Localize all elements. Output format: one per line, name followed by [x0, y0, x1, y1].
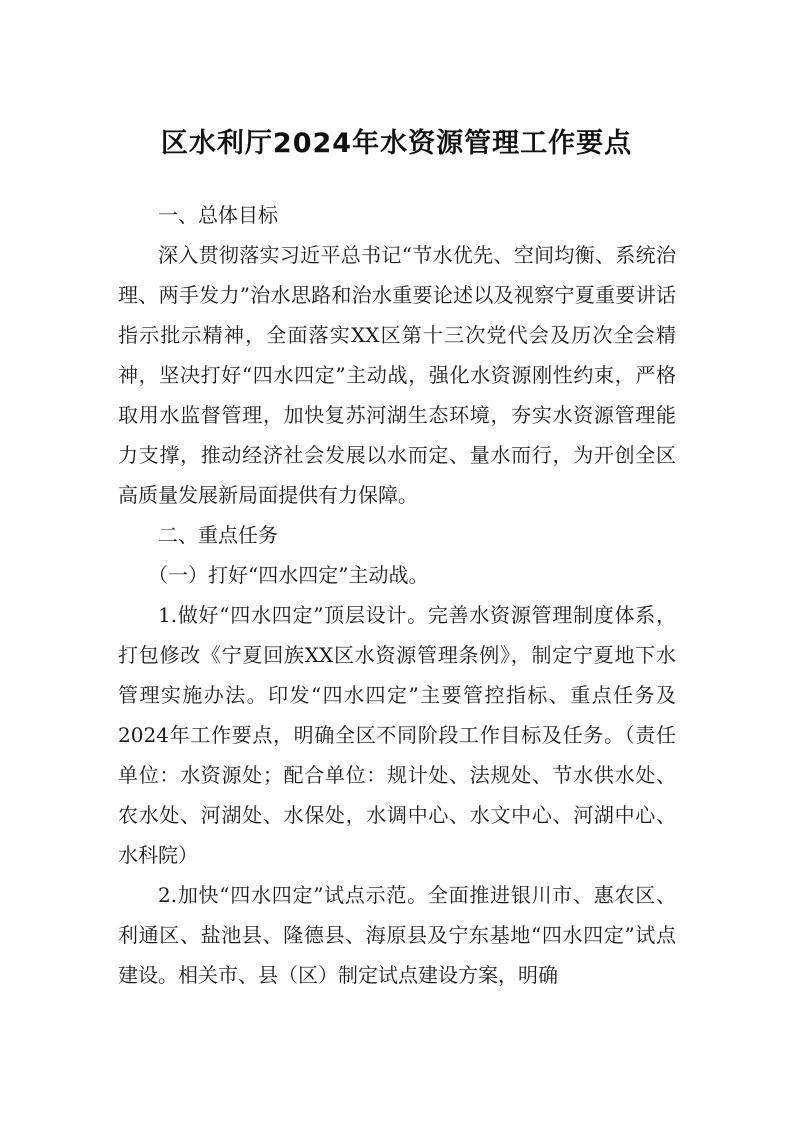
section-heading-key-tasks: 二、重点任务 [158, 523, 278, 547]
document-title: 区水利厅2024年水资源管理工作要点 [160, 128, 633, 159]
subsection-heading-1: （一）打好“四水四定”主动战。 [148, 563, 429, 587]
paragraph-overall-goal: 深入贯彻落实习近平总书记“节水优先、空间均衡、系统治理、两手发力”治水思路和治水重要论述以及视察宁夏重要讲话指示批示精神，全面落实XX区第十三次党代会及历次全会精神，坚决打好“四水四定”主动战，强化水资源刚性约束，严格取用水监督管理，加快复苏河湖生态环境，夯实水资源管理能力支撑，推动经济社会发展以水而定、量水而行，为开创全区高质量发展新局面提供有力保障。 [118, 243, 676, 507]
section-heading-overall-goal: 一、总体目标 [158, 203, 278, 227]
document-body [118, 195, 676, 995]
paragraph-task-1: 1.做好“四水四定”顶层设计。完善水资源管理制度体系，打包修改《宁夏回族XX区水资源管理条例》，制定宁夏地下水管理实施办法。印发“四水四定”主要管控指标、重点任务及2024年工作要点，明确全区不同阶段工作目标及任务。（责任单位：水资源处；配合单位：规计处、法规处、节水供水处、农水处、河湖处、水保处，水调中心、水文中心、河湖中心、水科院） [118, 603, 676, 867]
paragraph-task-2: 2.加快“四水四定”试点示范。全面推进银川市、惠农区、利通区、盐池县、隆德县、海原县及宁东基地“四水四定”试点建设。相关市、县（区）制定试点建设方案，明确 [118, 883, 676, 987]
